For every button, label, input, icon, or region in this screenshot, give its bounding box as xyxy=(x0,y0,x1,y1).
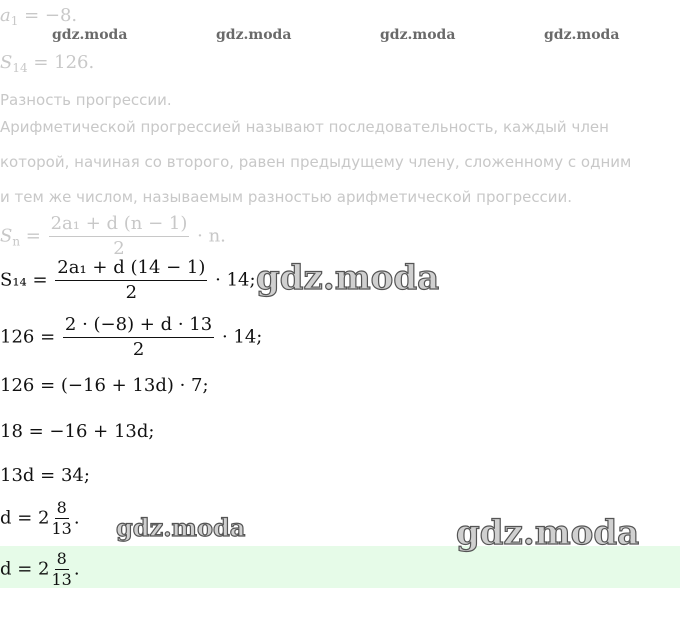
watermark-big-2: gdz.moda xyxy=(116,513,246,542)
watermark-big-3: gdz.moda xyxy=(456,513,640,553)
definition-line-2: которой, начиная со второго, равен предыдущему члену, сложенному с одним xyxy=(0,153,632,171)
definition-line-3: и тем же числом, называемым разностью арифметической прогрессии. xyxy=(0,188,573,206)
watermark-small-3: gdz.moda xyxy=(380,27,456,43)
step-6-answer: d = 2 $\frac{8}{13}$ . xyxy=(0,498,80,538)
given-a1: $a_1 = -8$. xyxy=(0,5,78,28)
watermark-small-2: gdz.moda xyxy=(216,27,292,43)
watermark-small-4: gdz.moda xyxy=(544,27,620,43)
definition-line-1: Арифметической прогрессией называют последовательность, каждый член xyxy=(0,118,609,136)
step-1: S₁₄ = $\frac{\text{2a₁ + d (14 − 1)}}{2}$ · 14; xyxy=(0,257,256,303)
definition-heading: Разность прогрессии. xyxy=(0,91,172,109)
step-4: 18 = −16 + 13d; xyxy=(0,421,155,442)
step-5: 13d = 34; xyxy=(0,465,90,486)
given-s14: $S_{14} = 126$. xyxy=(0,52,95,75)
step-3: 126 = (−16 + 13d) · 7; xyxy=(0,375,209,396)
sum-formula: $S_n$ = $\frac{\text{2a₁ + d (n − 1)}}{2}$ · n. xyxy=(0,213,226,259)
step-2: 126 = $\frac{2 \cdot (-8) + d \cdot 13}{2}$ · 14; xyxy=(0,314,263,360)
watermark-small-1: gdz.moda xyxy=(52,27,128,43)
final-answer: d = 2 $\frac{8}{13}$ . xyxy=(0,549,80,589)
watermark-big-1: gdz.moda xyxy=(256,258,440,298)
